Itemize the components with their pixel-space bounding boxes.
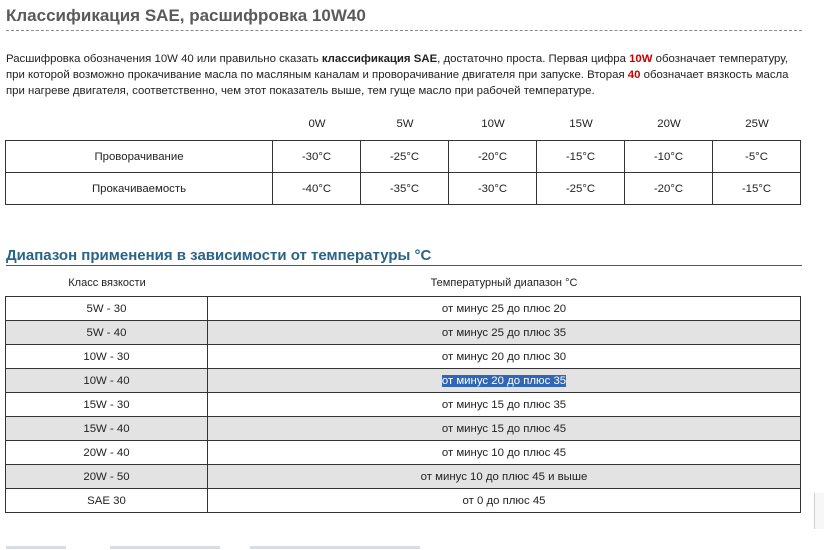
- temperature-range: от минус 25 до плюс 35: [208, 321, 801, 345]
- cropped-fragment: [250, 546, 420, 549]
- table-row: [6, 489, 801, 513]
- range-table-header: [6, 276, 802, 294]
- table-row: [6, 393, 801, 417]
- table-cell: -5°C: [713, 141, 801, 173]
- cropped-fragment: [110, 546, 220, 549]
- title-divider: [6, 30, 802, 31]
- intro-text-4: обозначает вязкость масла при нагреве двигателя, соответственно, чем этот показатель выше, тем гуще масло при рабочей температуре.: [6, 69, 789, 97]
- class-column-header: Класс вязкости: [68, 277, 146, 289]
- viscosity-class: 15W - 40: [6, 417, 208, 441]
- table-cell: -10°C: [625, 141, 713, 173]
- row-label: Прокачиваемость: [6, 173, 273, 205]
- section-title: Диапазон применения в зависимости от температуры °C: [6, 247, 432, 264]
- table-row: [6, 465, 801, 489]
- table-cell: -30°C: [273, 141, 361, 173]
- sae-column-header: 0W: [308, 118, 326, 130]
- intro-highlight-10w: 10W: [629, 53, 653, 65]
- temperature-range: от минус 10 до плюс 45: [208, 441, 801, 465]
- table-row: [6, 417, 801, 441]
- sae-column-header: 20W: [657, 118, 681, 130]
- intro-paragraph: [6, 51, 806, 99]
- viscosity-class: 15W - 30: [6, 393, 208, 417]
- intro-text-2: , достаточно проста. Первая цифра: [437, 53, 630, 65]
- cropped-fragment: [6, 546, 66, 549]
- table-row: [6, 441, 801, 465]
- sae-column-header: 5W: [396, 118, 414, 130]
- intro-text-3: обозначает температуру, при которой возможно прокачивание масла по масляным каналам и проворачивание двигателя при запуске. Вторая: [6, 53, 788, 81]
- viscosity-class: 10W - 30: [6, 345, 208, 369]
- temperature-range: от минус 15 до плюс 35: [208, 393, 801, 417]
- table-row: [6, 173, 801, 205]
- table-row: [6, 141, 801, 173]
- temperature-range: от минус 15 до плюс 45: [208, 417, 801, 441]
- viscosity-class: 10W - 40: [6, 369, 208, 393]
- table-cell: -20°C: [449, 141, 537, 173]
- table-row: [6, 345, 801, 369]
- page-title: Классификация SAE, расшифровка 10W40: [6, 6, 366, 25]
- table-cell: -25°C: [361, 141, 449, 173]
- temperature-range-table: [5, 296, 801, 513]
- temperature-range[interactable]: [208, 369, 801, 393]
- cropped-next-content: [0, 545, 824, 550]
- section-divider: [6, 265, 802, 266]
- viscosity-class: 5W - 30: [6, 297, 208, 321]
- table-cell: -40°C: [273, 173, 361, 205]
- table-cell: -15°C: [713, 173, 801, 205]
- table-cell: -20°C: [625, 173, 713, 205]
- viscosity-class: 5W - 40: [6, 321, 208, 345]
- viscosity-class: 20W - 50: [6, 465, 208, 489]
- sae-column-header: 10W: [481, 118, 505, 130]
- selected-text[interactable]: от минус 20 до плюс 35: [441, 374, 567, 387]
- intro-text-1: Расшифровка обозначения 10W 40 или правильно сказать: [6, 53, 322, 65]
- sae-column-header: 15W: [569, 118, 593, 130]
- sae-classification-table: [5, 140, 801, 205]
- temperature-range: от минус 20 до плюс 30: [208, 345, 801, 369]
- cropped-side-panel: [814, 493, 824, 529]
- intro-bold-sae: классификация SAE: [321, 53, 438, 65]
- sae-column-header: 25W: [745, 118, 769, 130]
- intro-highlight-40: 40: [627, 69, 641, 81]
- row-label: Проворачивание: [6, 141, 273, 173]
- viscosity-class: 20W - 40: [6, 441, 208, 465]
- table-cell: -35°C: [361, 173, 449, 205]
- temperature-range: от минус 25 до плюс 20: [208, 297, 801, 321]
- table-row: [6, 369, 801, 393]
- table-row: [6, 321, 801, 345]
- table-cell: -30°C: [449, 173, 537, 205]
- sae-table-header: [6, 116, 802, 134]
- temperature-range: от минус 10 до плюс 45 и выше: [208, 465, 801, 489]
- table-row: [6, 297, 801, 321]
- viscosity-class: SAE 30: [6, 489, 208, 513]
- temperature-range: от 0 до плюс 45: [208, 489, 801, 513]
- table-cell: -15°C: [537, 141, 625, 173]
- table-cell: -25°C: [537, 173, 625, 205]
- range-column-header: Температурный диапазон °C: [430, 277, 578, 289]
